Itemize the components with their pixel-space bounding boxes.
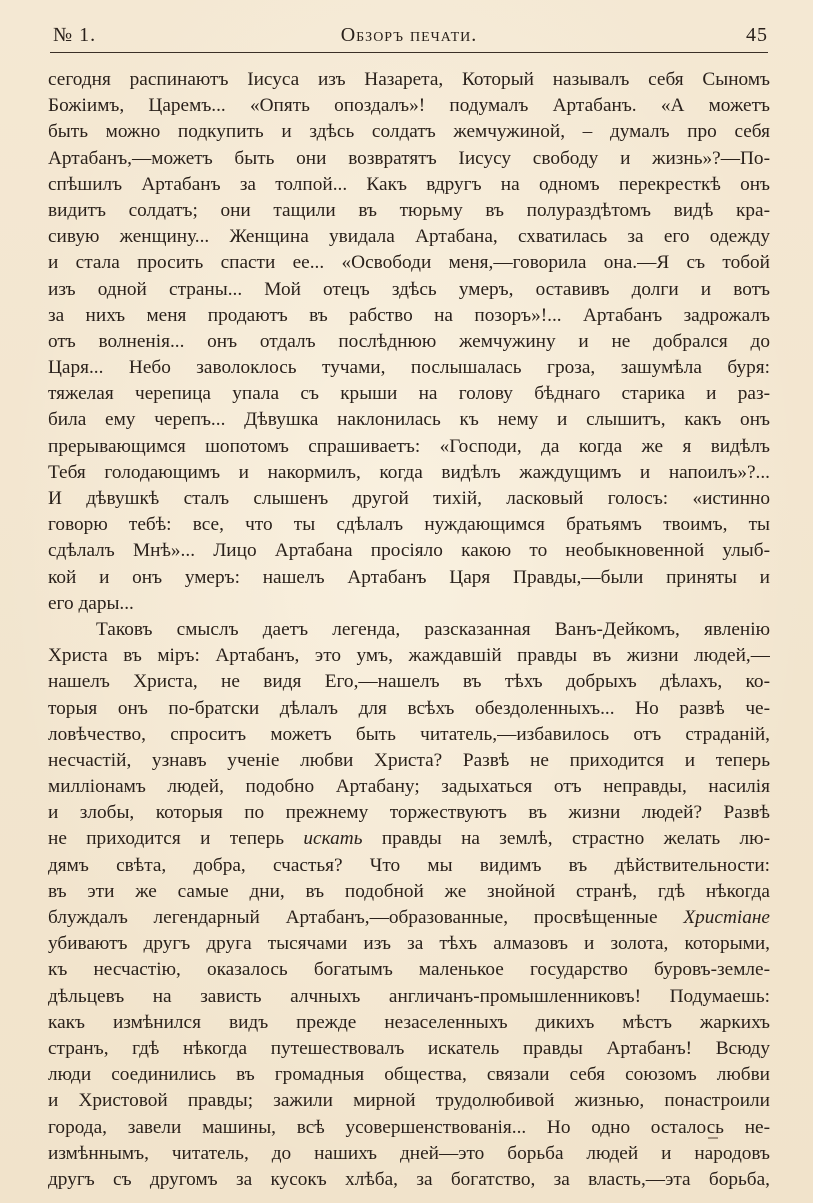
text-line: его дары... (48, 592, 134, 614)
text-line: къ несчастію, оказалось богатымъ маленькое государство буровъ-земле- (48, 959, 770, 981)
text-line: сдѣлалъ Мнѣ»... Лицо Артабана просіяло какою то необыкновенной улыб- (48, 540, 770, 562)
text-line: другъ съ другомъ за кусокъ хлѣба, за богатство, за власть,—эта борьба, (48, 1168, 770, 1190)
issue-number: № 1. (53, 24, 97, 46)
page-number: 45 (746, 24, 768, 46)
text-line: и Христовой правды; зажили мирной трудолюбивой жизнью, понастроили (48, 1090, 770, 1112)
text-line: и злобы, которыя по прежнему торжествуютъ въ жизни людей? Развѣ (48, 802, 770, 824)
text-line: дѣльцевъ на зависть алчныхъ англичанъ-промышленниковъ! Подумаешь: (48, 985, 770, 1007)
text-line (48, 905, 770, 931)
text-line: прерывающимся шопотомъ спрашиваетъ: «Господи, да когда же я видѣлъ (48, 435, 770, 457)
text-line: убиваютъ другъ друга тысячами изъ за тѣхъ алмазовъ и золота, которыми, (48, 933, 770, 955)
text-line: Тебя голодающимъ и накормилъ, когда видѣлъ жаждущимъ и напоилъ»?... (48, 461, 770, 483)
text-line: говорю тебѣ: все, что ты сдѣлалъ нуждающимся братьямъ твоимъ, ты (48, 514, 770, 536)
text-line: изъ одной страны... Мой отецъ здѣсь умеръ, оставивъ долги и вотъ (48, 278, 770, 300)
text-line: Христа въ міръ: Артабанъ, это умъ, жаждавшій правды въ жизни людей,— (48, 645, 770, 667)
body-text (48, 67, 770, 1193)
emphasis-text: искать (303, 828, 363, 850)
header-rule (50, 52, 768, 53)
text-line: и стала просить спасти ее... «Освободи меня,—говорила она.—Я съ тобой (48, 252, 770, 274)
text-line: милліонамъ людей, подобно Артабану; задыхаться отъ неправды, насилія (48, 776, 770, 798)
text-line: И дѣвушкѣ сталъ слышенъ другой тихій, ласковый голосъ: «истинно (48, 488, 770, 509)
text-line: тяжелая черепица упала съ крыши на голову бѣднаго старика и раз- (48, 383, 770, 405)
text-line: какъ измѣнился видъ прежде незаселенныхъ дикихъ мѣстъ жаркихъ (48, 1011, 770, 1033)
text-line: спѣшилъ Артабанъ за толпой... Какъ вдругъ на одномъ перекресткѣ онъ (48, 173, 770, 195)
running-title: Обзоръ печати. (340, 24, 478, 46)
text-line: ловѣчество, спроситъ можетъ быть читатель,—избавилось отъ страданій, (48, 723, 770, 745)
text-line: сегодня распинаютъ Іисуса изъ Назарета, Который называлъ себя Сыномъ (48, 69, 770, 90)
text-line: видитъ солдатъ; они тащили въ тюрьму въ полураздѣтомъ видѣ кра- (48, 199, 770, 221)
text-line: Артабанъ,—можетъ быть они возвратятъ Іисусу свободу и жизнь»?—По- (48, 147, 770, 169)
text-line: за нихъ меня продаютъ въ рабство на позоръ»!... Артабанъ задрожалъ (48, 304, 770, 326)
text-line: города, завели машины, всѣ усовершенствованія... Но одно осталось не- (48, 1116, 770, 1138)
text-line: Божіимъ, Царемъ... «Опять опоздалъ»! подумалъ Артабанъ. «А можетъ (48, 95, 770, 117)
line-text: не приходится и теперь (48, 828, 304, 850)
text-line: дямъ свѣта, добра, счастья? Что мы видимъ въ дѣйствительности: (48, 854, 770, 876)
text-line: люди соединились въ громадныя общества, связали себя союзомъ любви (48, 1064, 770, 1086)
text-line: сивую женщину... Женщина увидала Артабана, схватилась за его одежду (48, 226, 770, 248)
line-text: правды на землѣ, страстно желать лю- (362, 828, 770, 850)
text-line: нашелъ Христа, не видя Его,—нашелъ въ тѣхъ добрыхъ дѣлахъ, ко- (48, 671, 770, 693)
text-line-paragraph-start: Таковъ смыслъ даетъ легенда, разсказанная Ванъ-Дейкомъ, явленію (96, 618, 770, 640)
text-line: въ эти же самые дни, въ подобной же знойной странѣ, гдѣ нѣкогда (48, 880, 770, 902)
text-line: измѣннымъ, читатель, до нашихъ дней—это борьба людей и народовъ (48, 1142, 770, 1164)
text-line: странъ, гдѣ нѣкогда путешествовалъ искатель правды Артабанъ! Всюду (48, 1037, 770, 1059)
line-text: блуждалъ легендарный Артабанъ,—образованные, просвѣщенные (48, 907, 684, 928)
text-line (48, 826, 770, 852)
text-line: била ему черепъ... Дѣвушка наклонилась къ нему и слышитъ, какъ онъ (48, 409, 770, 431)
page-header (50, 20, 768, 50)
print-mark (708, 1137, 718, 1139)
emphasis-text: Христіане (683, 907, 770, 928)
text-line: торыя онъ по-братски дѣлалъ для всѣхъ обездоленныхъ... Но развѣ че- (48, 697, 770, 719)
text-line: быть можно подкупить и здѣсь солдатъ жемчужиной, – думалъ про себя (48, 121, 770, 143)
text-line: Царя... Небо заволоклось тучами, послышалась гроза, зашумѣла буря: (48, 357, 770, 379)
text-line: несчастій, узнавъ ученіе любви Христа? Развѣ не приходится и теперь (48, 749, 770, 771)
text-line: отъ волненія... онъ отдалъ послѣднюю жемчужину и не добрался до (48, 330, 770, 352)
text-line: кой и онъ умеръ: нашелъ Артабанъ Царя Правды,—были приняты и (48, 566, 770, 588)
